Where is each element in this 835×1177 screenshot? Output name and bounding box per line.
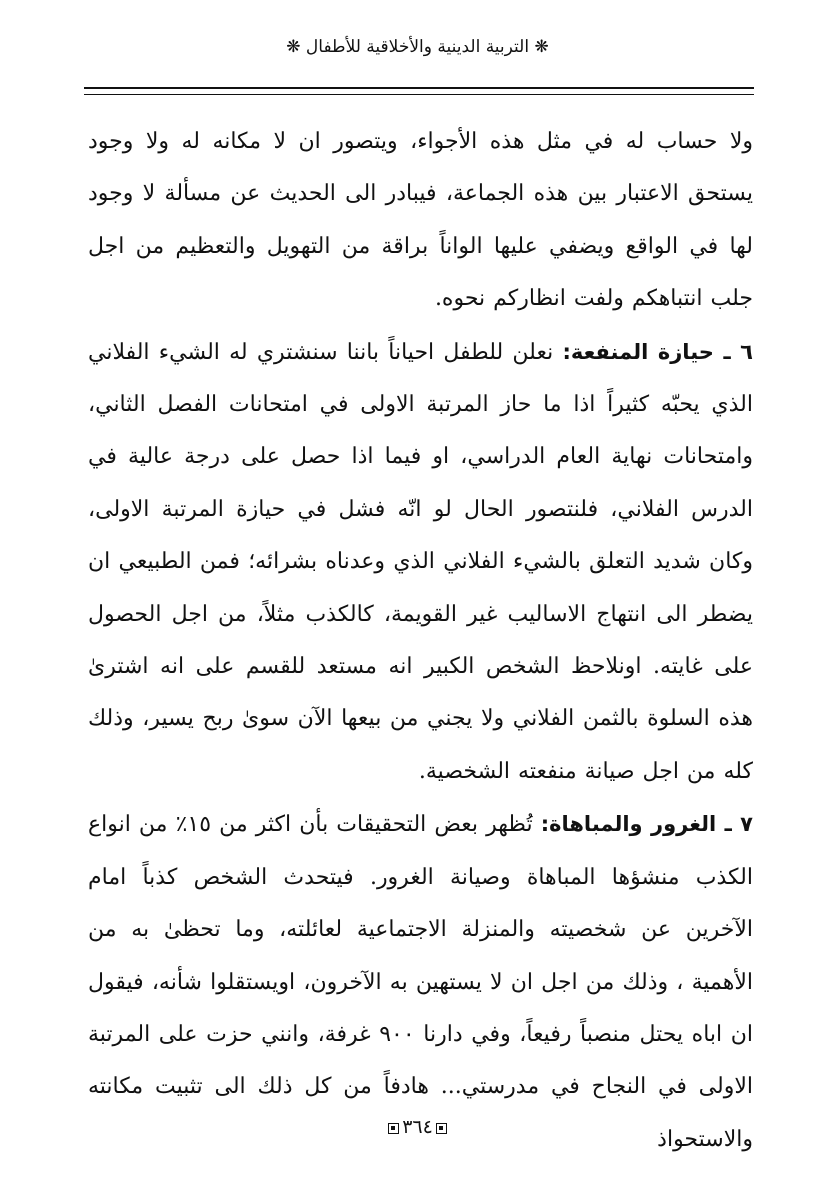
paragraph-section-7: [88, 798, 753, 1166]
section-7-heading: ٧ ـ الغرور والمباهاة:: [540, 812, 753, 837]
section-6-text: نعلن للطفل احياناً باننا سنشتري له الشيء الفلاني الذي يحبّه كثيراً اذا ما حاز المرتبة الاولى في امتحانات الفصل الثاني، وامتحانات نهاية العام الدراسي، او فيما اذا حصل على درجة عالية في الدرس الفلاني، فلنتصور الحال لو انّه فشل في حيازة المرتبة الاولى، وكان شديد التعلق بالشيء الفلاني الذي وعدناه بشرائه؛ فمن الطبيعي ان يضطر الى انتهاج الاساليب غير القويمة، كالكذب مثلاً، من اجل الحصول على غايته. اونلاحظ الشخص الكبير انه مستعد للقسم على انه اشترىٰ هذه السلوة بالثمن الفلاني ولا يجني من بيعها الآن سوىٰ ربح يسير، وذلك كله من اجل صيانة منفعته الشخصية.: [88, 339, 753, 784]
ornament-box-icon: [436, 1123, 447, 1134]
section-7-text: تُظهر بعض التحقيقات بأن اكثر من ١٥٪ من انواع الكذب منشؤها المباهاة وصيانة الغرور. فيتحدث الشخص كذباً امام الآخرين عن شخصيته والمنزلة الاجتماعية لعائلته، وما تحظىٰ به من الأهمية ، وذلك من اجل ان لا يستهين به الآخرون، اويستقلوا شأنه، فيقول ان اباه يحتل منصباً رفيعاً، وفي دارنا ٩٠٠ غرفة، وانني حزت على المرتبة الاولى في النجاح في مدرستي... هادفاً من كل ذلك الى تثبيت مكانته والاستحواذ: [88, 812, 753, 1152]
paragraph-section-6: [88, 326, 753, 799]
paragraph-continuation: ولا حساب له في مثل هذه الأجواء، ويتصور ان لا مكانه له ولا وجود يستحق الاعتبار بين هذه الجماعة، فيبادر الى الحديث عن مسألة لا وجود لها في الواقع ويضفي عليها الواناً براقة من التهويل والتعظيم من اجل جلب انتباهكم ولفت انظاركم نحوه.: [88, 129, 753, 312]
header-rule-thin: [84, 94, 754, 95]
section-6-heading: ٦ ـ حيازة المنفعة:: [562, 339, 753, 364]
ornament-box-icon: [388, 1123, 399, 1134]
page-number: [0, 1114, 835, 1140]
body-text: [88, 116, 753, 1166]
running-header: ❋ التربية الدينية والأخلاقية للأطفال ❋: [286, 37, 549, 57]
header-rule-thick: [84, 87, 754, 89]
page-number-value: ٣٦٤: [402, 1116, 433, 1138]
